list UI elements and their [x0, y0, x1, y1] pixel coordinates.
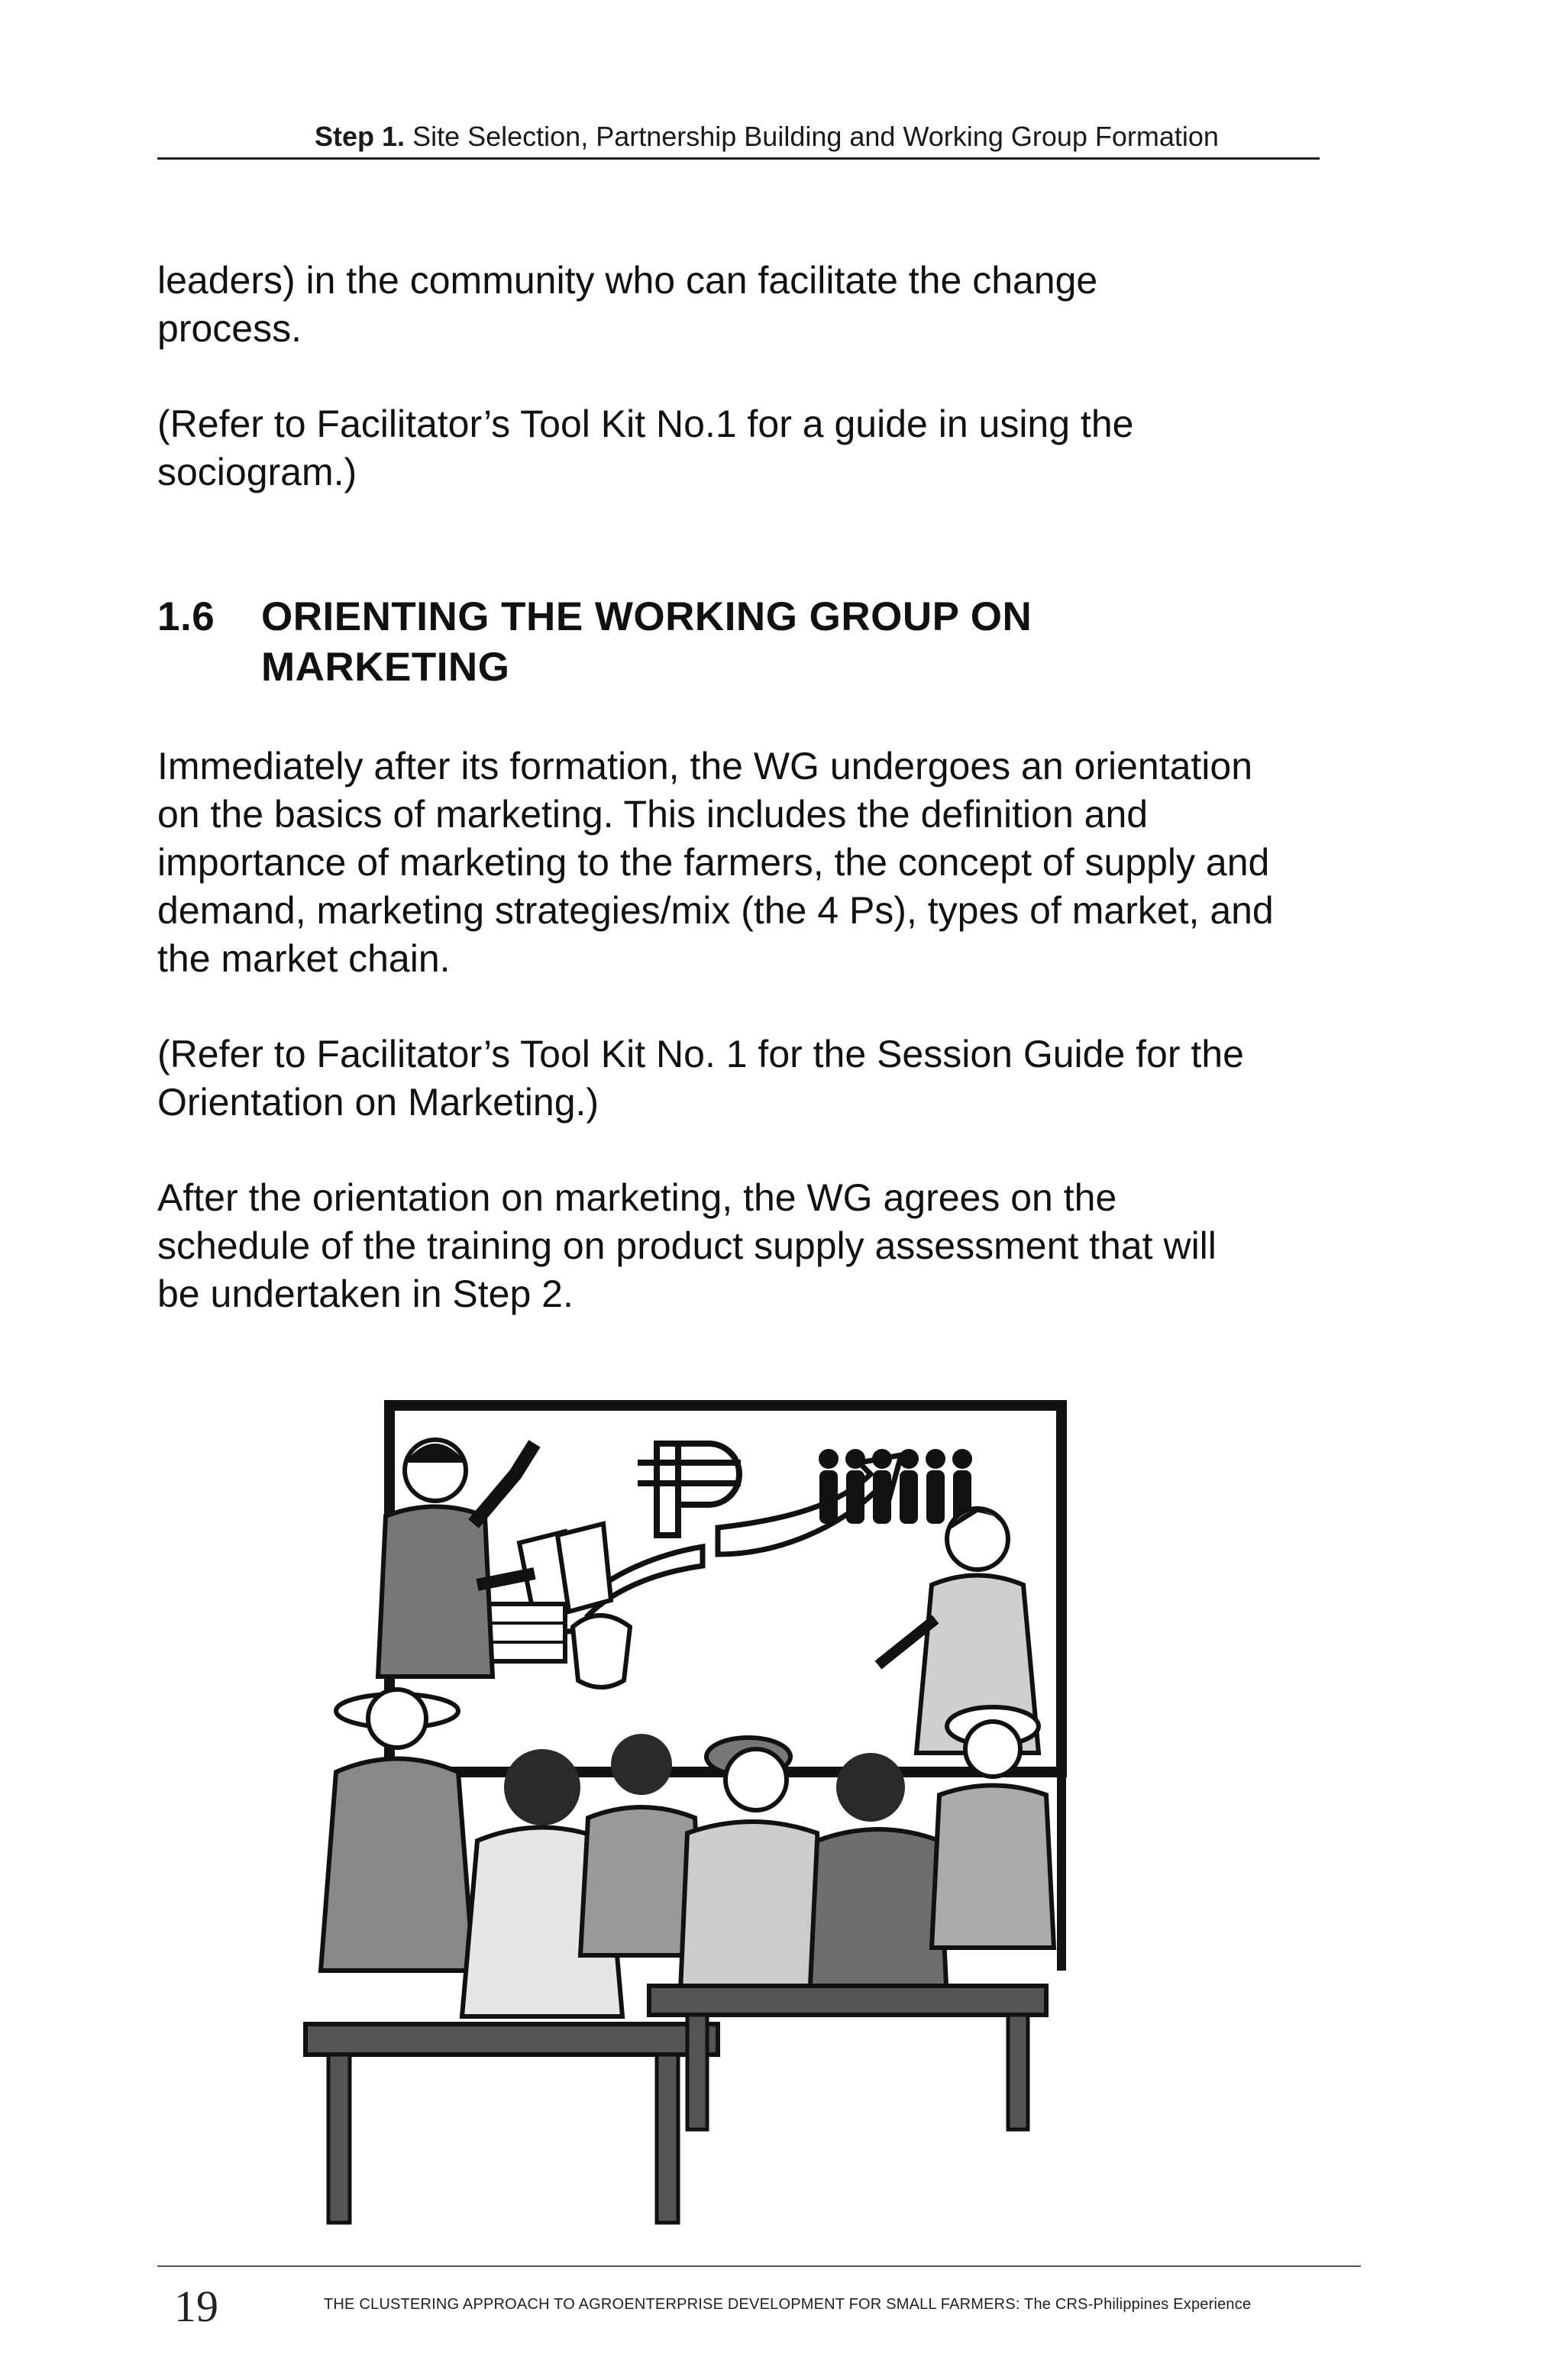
- paragraph-refer-session-guide: (Refer to Facilitator’s Tool Kit No. 1 for the Session Guide for the Orientation on Marketing.): [157, 1033, 1244, 1124]
- footer-book-title: THE CLUSTERING APPROACH TO AGROENTERPRISE DEVELOPMENT FOR SMALL FARMERS: The CRS-Philippines Experience: [324, 2296, 1252, 2313]
- section-title: ORIENTING THE WORKING GROUP ON MARKETING: [261, 594, 1032, 690]
- paragraph-orientation: Immediately after its formation, the WG undergoes an orientation on the basics of marketing. This includes the definition and importance of marketing to the farmers, the concept of supply and demand, marketing strategies/mix (the 4 Ps), types of market, and the market chain.: [157, 745, 1274, 980]
- intro-paragraphs: [157, 257, 1349, 496]
- running-head-step: Step 1.: [315, 121, 406, 152]
- paragraph-leaders: leaders) in the community who can facilitate the change process.: [157, 259, 1098, 350]
- benches: [305, 1986, 1046, 2223]
- running-head: [157, 115, 1320, 160]
- paragraph-refer-sociogram: (Refer to Facilitator’s Tool Kit No.1 for a guide in using the sociogram.): [157, 403, 1134, 493]
- paragraph-schedule: After the orientation on marketing, the WG agrees on the schedule of the training on product supply assessment that will be undertaken in Step 2.: [157, 1176, 1217, 1315]
- footer-rule: [157, 2265, 1361, 2267]
- marketing-orientation-illustration: [290, 1390, 1130, 2238]
- section-body: [157, 742, 1349, 1318]
- page-number: 19: [174, 2281, 218, 2331]
- section-number: 1.6: [157, 594, 215, 639]
- running-head-title: Site Selection, Partnership Building and Working Group Formation: [412, 121, 1219, 152]
- running-head-text: [315, 121, 1219, 153]
